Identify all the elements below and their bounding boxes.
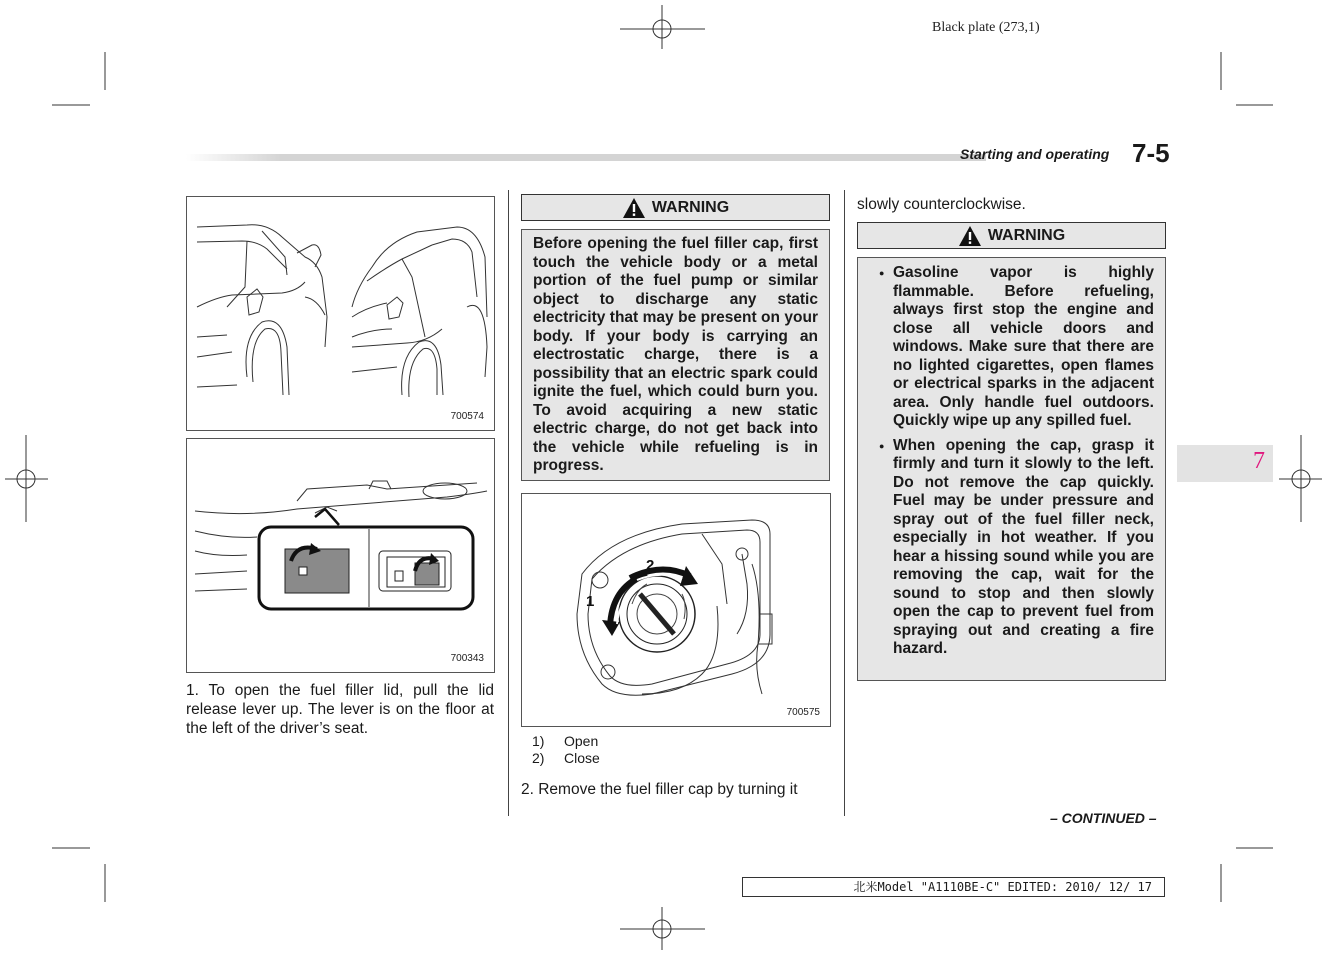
caption-item-open: [532, 733, 600, 750]
step-1-text: 1. To open the fuel filler lid, pull the lid release lever up. The lever is on the floor at the left of the driver’s seat.: [186, 682, 494, 737]
warning-header: [857, 222, 1166, 249]
step-2-text: 2. Remove the fuel filler cap by turning it: [521, 781, 798, 798]
warning-triangle-icon: [622, 197, 646, 219]
fuel-lid-release-lever-illustration: [187, 439, 494, 672]
bullet-icon: ●: [879, 268, 885, 278]
figure-id: 700574: [450, 411, 484, 422]
figure-lever: [186, 438, 495, 673]
caption-number: 2): [532, 750, 545, 766]
warning-text: Before opening the fuel filler cap, first touch the vehicle body or a metal portion of the fuel pump or similar object to discharge any static electricity that may be present on your body. If your body is carrying an electrostatic charge, there is a possibility that an electric spark could ignite the fuel, which could burn you. To avoid acquiring a new static electric charge, do not get back into the vehicle while refueling is in progress.: [533, 235, 818, 474]
continued-label: – CONTINUED –: [1050, 810, 1157, 826]
header-rule: [186, 154, 986, 161]
warning-bullet: [869, 264, 1154, 431]
step-2-continued: slowly counterclockwise.: [857, 196, 1026, 213]
warning-header: [521, 194, 830, 221]
figure-id: 700575: [786, 707, 820, 718]
caption-text: Open: [564, 733, 599, 749]
bullet-icon: ●: [879, 440, 885, 451]
caption-text: Close: [564, 750, 600, 766]
caption-number: 1): [532, 733, 545, 749]
warning-body: [857, 257, 1166, 681]
cap-label-1: 1: [586, 593, 595, 610]
figure-fuel-cap: [521, 493, 831, 727]
section-title: Starting and operating: [960, 146, 1110, 162]
fuel-cap-rotation-illustration: [522, 494, 830, 726]
cap-label-2: 2: [646, 557, 655, 574]
warning-bullet: [869, 437, 1154, 659]
figure-id: 700343: [450, 653, 484, 664]
figure-caption-list: [532, 733, 600, 767]
chapter-tab: [1177, 445, 1273, 482]
column-divider-1: [508, 190, 509, 816]
caption-item-close: [532, 750, 600, 767]
black-plate-label: Black plate (273,1): [932, 20, 1040, 35]
car-fuel-lid-illustration: [187, 197, 494, 430]
page-number: 7-5: [1132, 138, 1170, 168]
warning-triangle-icon: [958, 225, 982, 247]
figure-car-views: [186, 196, 495, 431]
edit-footer: 北米Model "A1110BE-C" EDITED: 2010/ 12/ 17: [742, 877, 1165, 897]
column-divider-2: [844, 190, 845, 816]
warning-title: WARNING: [987, 226, 1066, 244]
warning-bullet-text: Gasoline vapor is highly flammable. Before refueling, always first stop the engine and close all vehicle doors and windows. Make sure that there are no lighted cigarettes, open flames or electrical sparks in the adjacent area. Only handle fuel outdoors. Quickly wipe up any spilled fuel.: [893, 264, 1154, 429]
warning-bullet-text: When opening the cap, grasp it firmly and turn it slowly to the left. Do not remove the cap quickly. Fuel may be under pressure and spray out of the fuel filler neck, especially in hot weather. If you hear a hissing sound while you are removing the cap, wait for the sound to stop and then slowly open the cap to prevent fuel from spraying out and creating a fire hazard.: [893, 436, 1154, 657]
warning-body: [521, 229, 830, 481]
chapter-tab-number: 7: [1253, 448, 1265, 474]
warning-title: WARNING: [651, 198, 730, 216]
